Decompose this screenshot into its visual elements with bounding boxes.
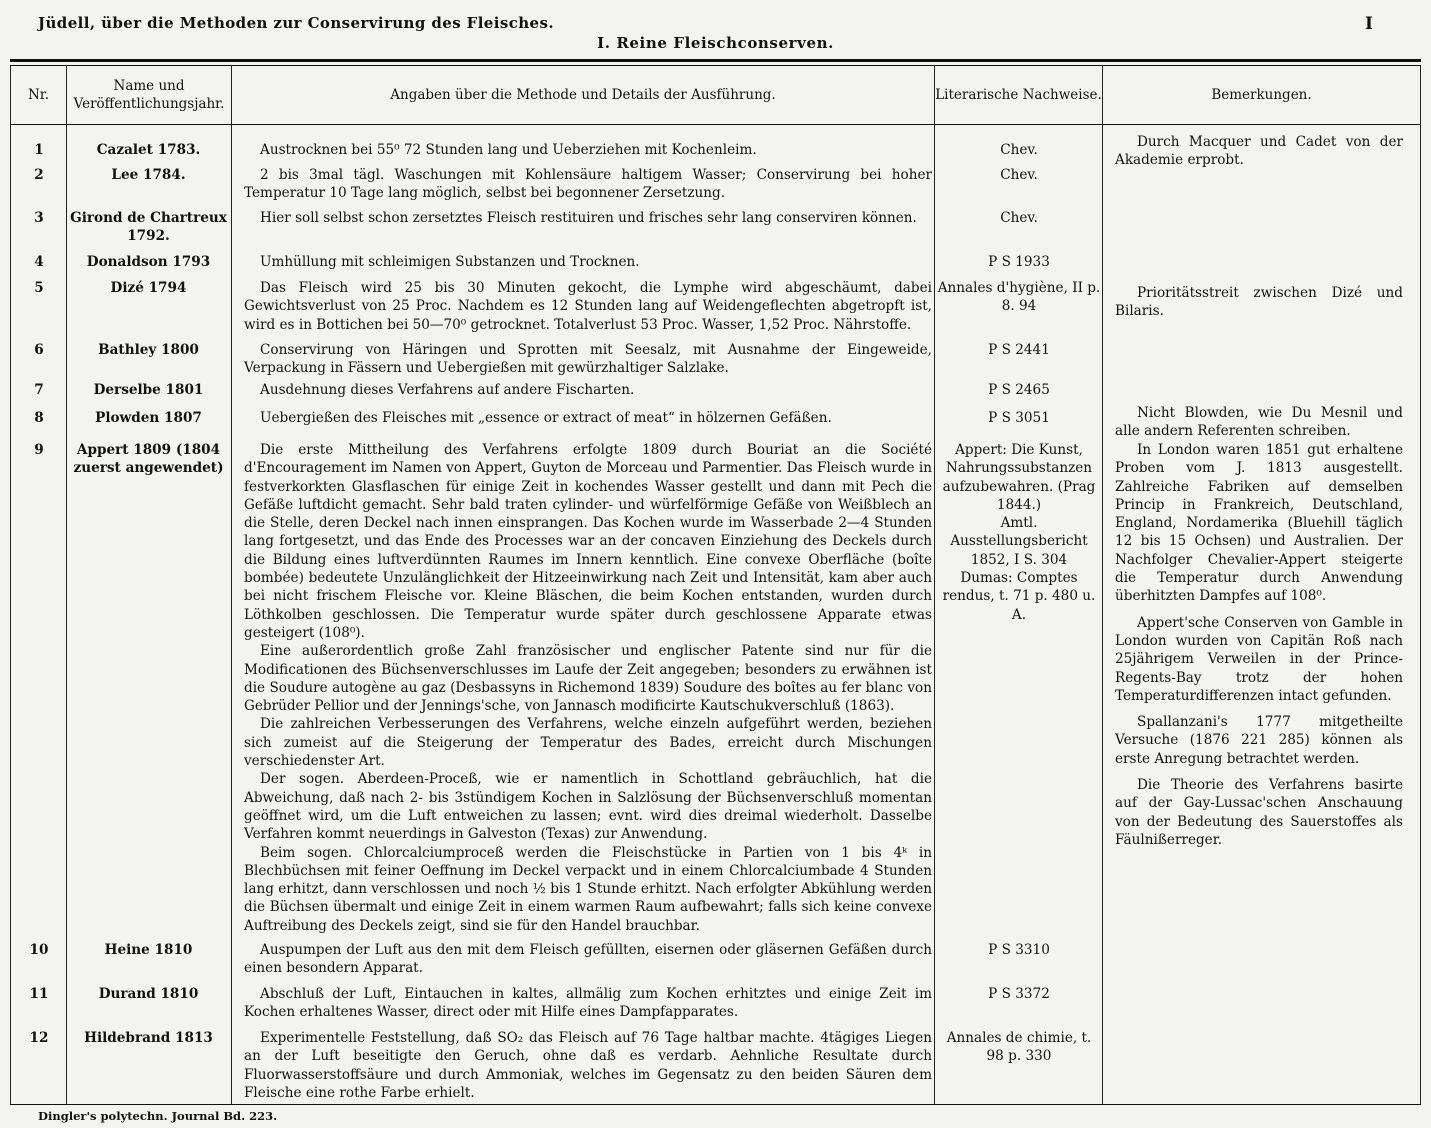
- method-paragraph: Hier soll selbst schon zersetztes Fleisch restituiren und frisches sehr lang conserviren können.: [260, 210, 917, 226]
- method-paragraph: Uebergießen des Fleisches mit „essence or extract of meat“ in hölzernen Gefäßen.: [260, 410, 832, 426]
- row-literature: P S 2465: [988, 382, 1050, 398]
- remark-paragraph: Die Theorie des Verfahrens basirte auf der Gay-Lussac'schen Anschauung von der Bedeutung des Sauerstoffes als Fäulnißerreger.: [1115, 777, 1403, 848]
- column-divider: [231, 66, 232, 1104]
- method-paragraph: Die erste Mittheilung des Verfahrens erfolgte 1809 durch Bouriat an die Société d'Encouragement im Namen von Appert, Guyton de Morceau und Parmentier. Das Fleisch wurde in festverkorkten Glasflaschen für einige Zeit in kochendes Wasser gestellt und dann mit Pech die Gefäße luftdicht gemacht. Sehr bald traten cylinder- und würfelförmige Gefäße von Weißblech an die Stelle, deren Deckel nach innen einsprangen. Das Kochen wurde im Wasserbade 2—4 Stunden lang fortgesetzt, und das Ende des Processes war an der concaven Einziehung des Deckels durch die Bildung eines luftverdünnten Raumes im Innern kenntlich. Eine convexe Oberfläche (boîte bombée) bedeutete Unzulänglichkeit der Hitzeeinwirkung nach Zeit und Intensität, kam aber auch bei nicht frischem Fleische vor. Kleine Bläschen, die beim Kochen entstanden, wurden durch Löthkolben geschlossen. Die Temperatur wurde später durch geschlossene Apparate etwas gesteigert (108⁰).: [244, 442, 932, 641]
- row-literature: P S 3372: [988, 986, 1050, 1002]
- row-number: 9: [34, 442, 44, 458]
- row-number: 1: [34, 142, 44, 158]
- row-literature: P S 3051: [988, 410, 1050, 426]
- row-name: Derselbe 1801: [93, 382, 204, 398]
- method-paragraph: Austrocknen bei 55⁰ 72 Stunden lang und Ueberziehen mit Kochenleim.: [260, 142, 757, 158]
- row-literature: P S 2441: [988, 342, 1050, 358]
- row-remarks: [1103, 284, 1421, 329]
- row-literature: Chev.: [1000, 167, 1038, 183]
- row-name: Durand 1810: [98, 986, 199, 1002]
- row-name: Hildebrand 1813: [84, 1030, 213, 1046]
- row-name: Donaldson 1793: [86, 254, 211, 270]
- row-number: 8: [34, 410, 44, 426]
- row-name: Heine 1810: [104, 942, 193, 958]
- method-paragraph: Auspumpen der Luft aus den mit dem Fleisch gefüllten, eisernen oder gläsernen Gefäßen durch einen besondern Apparat.: [244, 942, 932, 977]
- method-paragraph: Conservirung von Häringen und Sprotten mit Seesalz, mit Ausnahme der Eingeweide, Verpackung in Fässern und Uebergießen mit gewürzhaltiger Salzlake.: [244, 342, 932, 377]
- row-name: Plowden 1807: [95, 410, 202, 426]
- header-name: Name und Veröffentlichungsjahr.: [73, 78, 225, 112]
- method-paragraph: Beim sogen. Chlorcalciumproceß werden die Fleischstücke in Partien von 1 bis 4ᵏ in Blechbüchsen mit feiner Oeffnung im Deckel verpackt und in einem Chlorcalciumbade 4 Stunden lang erhitzt, dann verschlossen und noch ½ bis 1 Stunde erhitzt. Nach erfolgter Abkühlung werden die Büchsen übermalt und einige Zeit in einem warmen Raum aufbewahrt; falls sich keine convexe Auftreibung des Deckels zeigt, sind sie für den Handel brauchbar.: [244, 844, 932, 934]
- method-paragraph: Abschluß der Luft, Eintauchen in kaltes, allmälig zum Kochen erhitztes und einige Zeit im Kochen erhaltenes Wasser, direct oder mit Hilfe eines Dampfapparates.: [244, 986, 932, 1021]
- method-paragraph: 2 bis 3mal tägl. Waschungen mit Kohlensäure haltigem Wasser; Conservirung bei hoher Temperatur 10 Tage lang möglich, selbst bei begonnener Zersetzung.: [244, 167, 932, 202]
- row-number: 10: [29, 942, 49, 958]
- row-name: Lee 1784.: [111, 167, 186, 183]
- method-paragraph: Das Fleisch wird 25 bis 30 Minuten gekocht, die Lymphe wird abgeschäumt, dabei Gewichtsverlust von 25 Proc. Nachdem es 12 Stunden lang auf Weidengeflechten abgetropft ist, wird es in Bottichen bei 50—70⁰ getrocknet. Totalverlust 53 Proc. Wasser, 1,52 Proc. Nährstoffe.: [244, 280, 932, 333]
- section-title: I. Reine Fleischconserven.: [597, 34, 834, 52]
- method-paragraph: Umhüllung mit schleimigen Substanzen und Trocknen.: [260, 254, 640, 270]
- remark-paragraph: Appert'sche Conserven von Gamble in London wurden von Capitän Roß nach 25jährigem Verweilen in der Prince-Regents-Bay trotz der hohen Temperaturdifferenzen intact gefunden.: [1115, 614, 1403, 704]
- method-paragraph: Eine außerordentlich große Zahl französischer und englischer Patente sind nur für die Modificationen des Büchsenverschlusses im Laufe der Zeit angegeben; besonders zu erwähnen ist die Soudure autogène au gaz (Desbassyns in Richemond 1839) Soudure des boîtes au fer blanc von Gebrüder Pellior und der Jennings'sche, von Jannasch modificirte Kautschukverschluß (1863).: [244, 643, 932, 715]
- header-literature: Literarische Nachweise.: [935, 87, 1102, 103]
- header-method: Angaben über die Methode und Details der Ausführung.: [390, 87, 776, 103]
- row-literature: P S 3310: [988, 942, 1050, 958]
- header-nr: Nr.: [27, 87, 50, 103]
- column-divider: [10, 66, 11, 1104]
- row-name: Girond de Chartreux 1792.: [70, 210, 227, 245]
- row-number: 11: [29, 986, 49, 1002]
- running-title: Jüdell, über die Methoden zur Conservirung des Fleisches.: [38, 14, 554, 32]
- method-paragraph: Ausdehnung dieses Verfahrens auf andere Fischarten.: [260, 382, 635, 398]
- row-literature: P S 1933: [988, 254, 1050, 270]
- row-number: 12: [29, 1030, 49, 1046]
- footer: Dingler's polytechn. Journal Bd. 223.: [38, 1109, 278, 1123]
- row-name: Bathley 1800: [98, 342, 199, 358]
- row-literature: Annales d'hygiène, II p. 8. 94: [937, 280, 1101, 315]
- remark-paragraph: Prioritätsstreit zwischen Dizé und Bilaris.: [1115, 285, 1403, 320]
- row-number: 2: [34, 167, 44, 183]
- row-number: 4: [34, 254, 44, 270]
- remark-paragraph: In London waren 1851 gut erhaltene Proben vom J. 1813 ausgestellt. Zahlreiche Fabriken auf demselben Princip in Frankreich, Deutschland, England, Nordamerika (Bluehill täglich 12 bis 15 Ochsen) und Australien. Der Nachfolger Chevalier-Appert steigerte die Temperatur durch Anwendung überhitzten Dampfes auf 108⁰.: [1115, 442, 1403, 605]
- row-number: 7: [34, 382, 44, 398]
- remark-paragraph: Durch Macquer und Cadet von der Akademie erprobt.: [1115, 134, 1403, 169]
- page-number: I: [1365, 14, 1373, 34]
- row-number: 6: [34, 342, 44, 358]
- row-literature: Chev.: [1000, 142, 1038, 158]
- row-number: 3: [34, 210, 44, 226]
- header-remarks: Bemerkungen.: [1211, 87, 1312, 103]
- method-paragraph: Der sogen. Aberdeen-Proceß, wie er namentlich in Schottland gebräuchlich, hat die Abweichung, daß nach 2- bis 3stündigem Kochen in Salzlösung der Büchsenverschluß momentan geöffnet wird, um die Luft entweichen zu lassen; evnt. wird dies dreimal wiederholt. Dasselbe Verfahren kommt neuerdings in Galveston (Texas) zur Anwendung.: [244, 771, 932, 843]
- header-rule: [10, 124, 1421, 125]
- method-paragraph: Experimentelle Feststellung, daß SO₂ das Fleisch auf 76 Tage haltbar machte. 4tägiges Liegen an der Luft beseitigte den Geruch, ohne daß es verdarb. Aehnliche Resultate durch Fluorwasserstoffsäure und durch Ammoniak, welches im Gegensatz zu den beiden Säuren dem Fleische eine rothe Farbe erhielt.: [244, 1030, 932, 1101]
- bottom-rule: [10, 1104, 1421, 1105]
- remark-paragraph: Nicht Blowden, wie Du Mesnil und alle andern Referenten schreiben.: [1115, 405, 1403, 440]
- row-literature: Appert: Die Kunst, Nahrungssubstanzen aufzubewahren. (Prag 1844.) Amtl. Ausstellungsbericht 1852, I S. 304 Dumas: Comptes rendus, t. 71 p. 480 u. A.: [942, 442, 1096, 623]
- row-literature: Chev.: [1000, 210, 1038, 226]
- row-name: Appert 1809 (1804 zuerst angewendet): [73, 442, 224, 477]
- row-literature: Annales de chimie, t. 98 p. 330: [946, 1030, 1092, 1065]
- row-name: Cazalet 1783.: [96, 142, 201, 158]
- row-remarks: [1103, 441, 1421, 857]
- top-rule: [10, 59, 1421, 62]
- row-name: Dizé 1794: [110, 280, 187, 296]
- remark-paragraph: Spallanzani's 1777 mitgetheilte Versuche (1876 221 285) können als erste Anregung betrachtet werden.: [1115, 714, 1403, 767]
- method-paragraph: Die zahlreichen Verbesserungen des Verfahrens, welche einzeln aufgeführt werden, beziehen sich zumeist auf die Steigerung der Temperatur des Bades, erreicht durch Mischungen verschiedenster Art.: [244, 716, 932, 770]
- row-number: 5: [34, 280, 44, 296]
